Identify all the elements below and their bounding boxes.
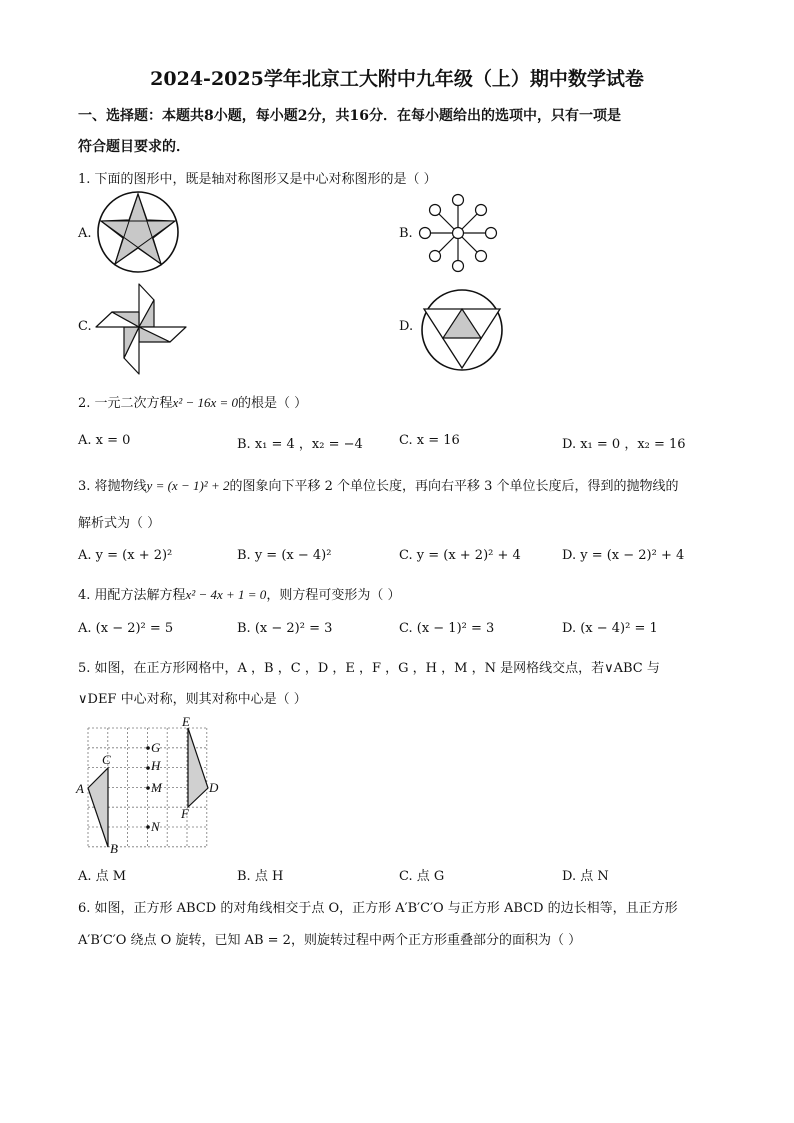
q5-label-h: H xyxy=(151,758,161,773)
q5-label-g: G xyxy=(151,740,161,755)
q4-option-a: A. (x − 2)² = 5 xyxy=(78,621,174,636)
q3-stem-line2: 解析式为（ ） xyxy=(78,516,161,531)
q2-stem xyxy=(78,392,307,411)
q1-stem: 1. 下面的图形中，既是轴对称图形又是中心对称图形的是（ ） xyxy=(78,172,437,187)
q5-label-e: E xyxy=(182,714,190,729)
q1-label-a: A. xyxy=(78,226,92,241)
q2-option-c: C. x = 16 xyxy=(399,433,460,448)
section-heading-line2: 符合题目要求的． xyxy=(78,139,190,155)
section-heading-line1: 一、选择题：本题共8小题，每小题2分，共16分．在每小题给出的选项中，只有一项是 xyxy=(78,108,621,124)
q3-option-a: A. y = (x + 2)² xyxy=(78,548,173,563)
q3-option-b: B. y = (x − 4)² xyxy=(237,548,332,563)
q4-option-d: D. (x − 4)² = 1 xyxy=(562,621,658,636)
q4-stem-prefix: 4. 用配方法解方程 xyxy=(78,588,186,603)
q4-equation: x² − 4x + 1 = 0 xyxy=(185,587,267,602)
q6-stem-line1: 6. 如图，正方形 ABCD 的对角线相交于点 O，正方形 A′B′C′O 与正方形 ABCD 的边长相等，且正方形 xyxy=(78,901,678,916)
q1-label-b: B. xyxy=(399,226,413,241)
q1-label-c: C. xyxy=(78,319,92,334)
q1-figure-b-flower xyxy=(418,193,498,273)
q5-option-b: B. 点 H xyxy=(237,869,284,884)
q1-figure-c-pinwheel xyxy=(94,282,188,376)
q5-label-d: D xyxy=(209,780,219,795)
q1-figure-a-star-in-circle xyxy=(96,190,180,274)
page-title: 2024-2025学年北京工大附中九年级（上）期中数学试卷 xyxy=(150,68,644,90)
q5-stem-line1: 5. 如图，在正方形网格中，A ，B ，C ，D ，E ，F ，G ，H ，M ，N 是网格线交点，若∨ABC 与 xyxy=(78,661,660,676)
q5-label-b: B xyxy=(110,841,118,856)
q5-label-m: M xyxy=(151,780,162,795)
q2-stem-prefix: 2. 一元二次方程 xyxy=(78,396,173,411)
q5-label-a: A xyxy=(76,781,84,796)
q2-option-a: A. x = 0 xyxy=(78,433,131,448)
q4-option-c: C. (x − 1)² = 3 xyxy=(399,621,495,636)
q2-option-d: D. x₁ = 0 ，x₂ = 16 xyxy=(562,437,686,452)
q2-equation: x² − 16x = 0 xyxy=(172,395,239,410)
q5-label-c: C xyxy=(102,752,111,767)
q5-option-c: C. 点 G xyxy=(399,869,445,884)
q5-label-f: F xyxy=(181,806,189,821)
q5-option-a: A. 点 M xyxy=(78,869,127,884)
q4-option-b: B. (x − 2)² = 3 xyxy=(237,621,333,636)
q4-stem-suffix: ，则方程可变形为（ ） xyxy=(266,588,401,603)
q1-figure-d-triangle-in-circle xyxy=(420,288,504,372)
q1-label-d: D. xyxy=(399,319,414,334)
q3-stem xyxy=(78,475,679,494)
q5-label-n: N xyxy=(151,819,160,834)
q3-stem-suffix: 的图象向下平移 2 个单位长度，再向右平移 3 个单位长度后，得到的抛物线的 xyxy=(229,479,679,494)
q3-option-c: C. y = (x + 2)² + 4 xyxy=(399,548,521,563)
q2-option-b: B. x₁ = 4 ，x₂ = −4 xyxy=(237,437,363,452)
q3-equation: y = (x − 1)² + 2 xyxy=(146,478,230,493)
q5-stem-line2: ∨DEF 中心对称，则其对称中心是（ ） xyxy=(78,692,307,707)
q3-option-d: D. y = (x − 2)² + 4 xyxy=(562,548,685,563)
q5-option-d: D. 点 N xyxy=(562,869,609,884)
q3-stem-prefix: 3. 将抛物线 xyxy=(78,479,147,494)
q2-stem-suffix: 的根是（ ） xyxy=(238,396,308,411)
q6-stem-line2: A′B′C′O 绕点 O 旋转，已知 AB = 2，则旋转过程中两个正方形重叠部分的面积为（ ） xyxy=(78,933,582,948)
q5-grid-figure xyxy=(76,714,226,854)
q4-stem xyxy=(78,584,400,603)
